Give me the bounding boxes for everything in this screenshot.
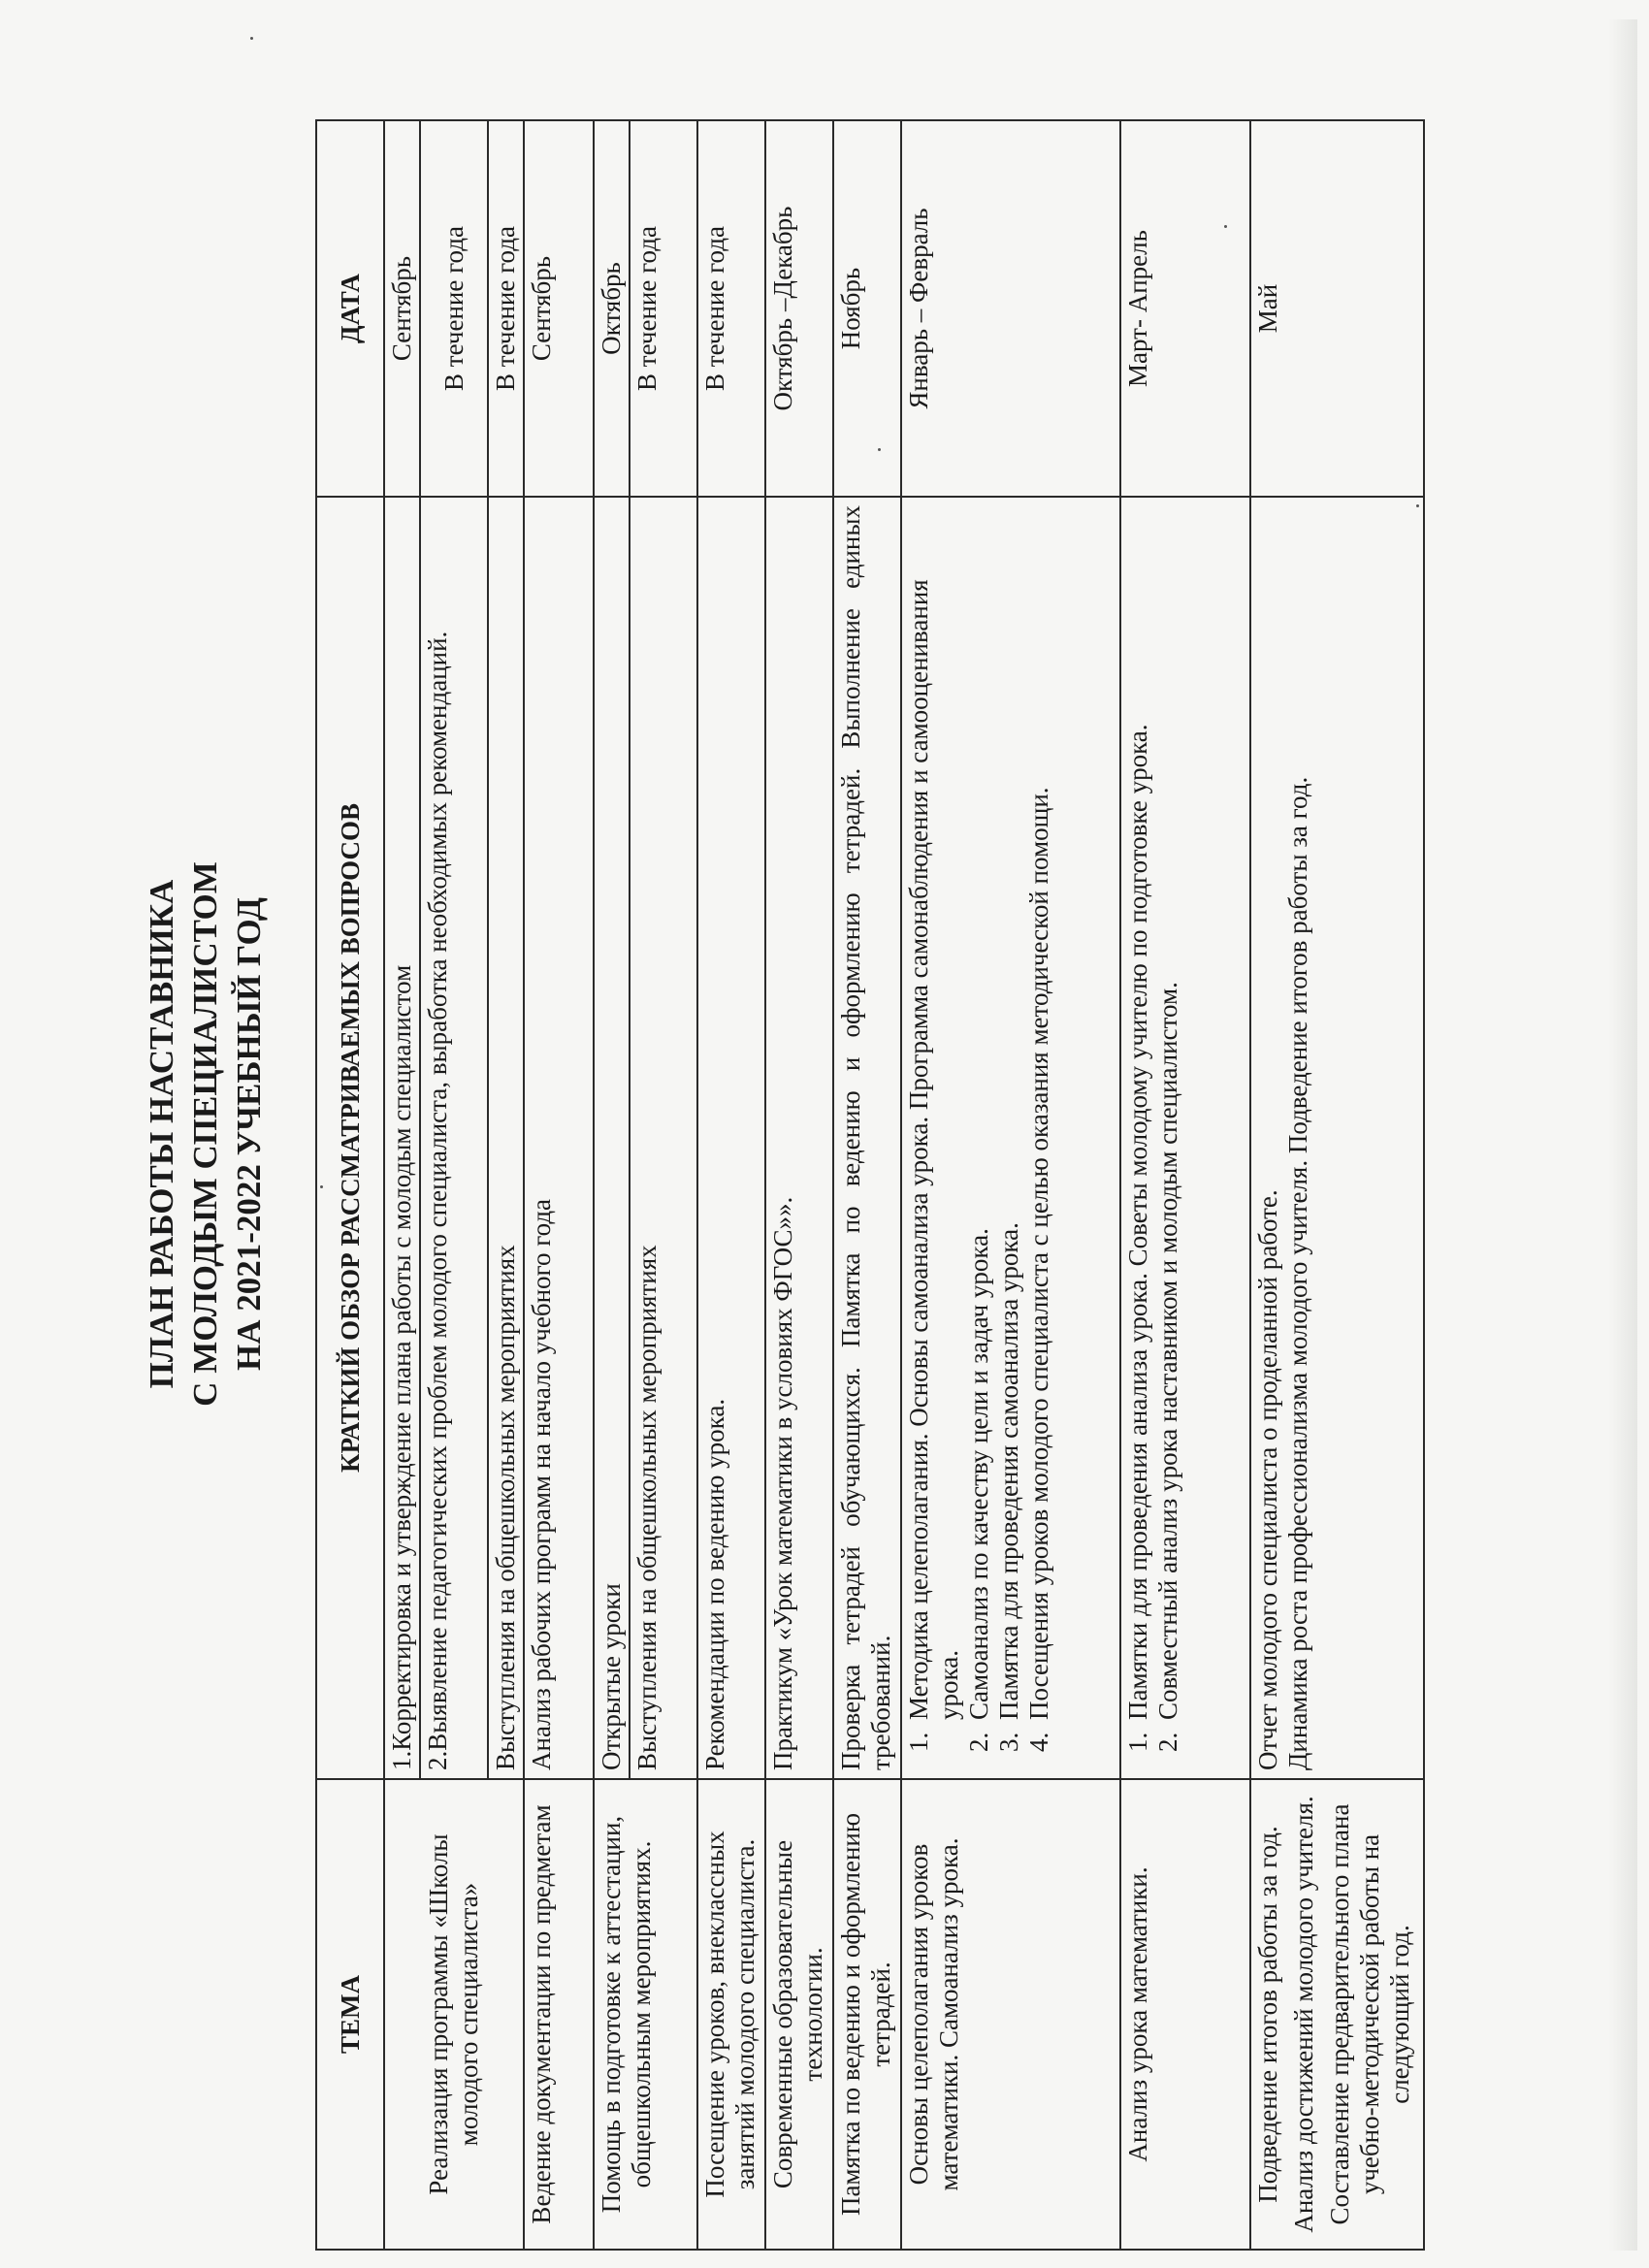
overview-line: Динамика роста профессионализма молодого учителя. Подведение итогов работы за год. <box>1283 776 1312 1770</box>
list-item: 4. Посещения уроков молодого специалиста с целью оказания методической помощи. <box>1024 505 1054 1726</box>
overview-cell <box>1250 497 1424 1779</box>
topic-line: Подведение итогов работы за год. <box>1253 1826 1282 2203</box>
table-row <box>697 120 765 2250</box>
table-row <box>1120 120 1250 2250</box>
topic-cell: Помощь в подготовке к аттестации, общешкольным мероприятиях. <box>594 1779 697 2250</box>
overview-cell: Рекомендации по ведению урока. <box>697 497 765 1779</box>
overview-cell: 1.Корректировка и утверждение плана работы с молодым специалистом <box>384 497 420 1779</box>
date-cell: Октябрь <box>594 120 630 497</box>
overview-line: Отчет молодого специалиста о проделанной работе. <box>1253 1189 1282 1770</box>
overview-cell <box>901 497 1120 1779</box>
header-topic: ТЕМА <box>316 1779 384 2250</box>
list-item: 2. Совместный анализ урока наставником и молодым специалистом. <box>1153 505 1183 1726</box>
list-item: 1. Методика целеполагания. Основы самоанализа урока. Программа самонаблюдения и самооценивания урока. <box>904 505 964 1726</box>
list-item: 1. Памятки для проведения анализа урока. Советы молодому учителю по подготовке урока. <box>1123 505 1153 1726</box>
date-cell: Март- Апрель <box>1120 120 1250 497</box>
overview-cell: Практикум «Урок математики в условиях ФГОС»». <box>765 497 833 1779</box>
date-cell: Сентябрь <box>384 120 420 497</box>
overview-cell: Открытые уроки <box>594 497 630 1779</box>
table-row <box>384 120 420 2250</box>
overview-cell <box>1120 497 1250 1779</box>
topic-line: Анализ достижений молодого учителя. <box>1289 1796 1318 2233</box>
list-item: 2. Самоанализ по качеству цели и задач урока. <box>964 505 994 1726</box>
date-cell: В течение года <box>630 120 697 497</box>
table-row <box>594 120 630 2250</box>
header-overview: КРАТКИЙ ОБЗОР РАССМАТРИВАЕМЫХ ВОПРОСОВ <box>316 497 384 1779</box>
topic-cell: Ведение документации по предметам <box>524 1779 594 2250</box>
topic-cell: Посещение уроков, внеклассных занятий молодого специалиста. <box>697 1779 765 2250</box>
document-title-line2: С МОЛОДЫМ СПЕЦИАЛИСТОМ <box>186 861 224 1407</box>
table-header-row <box>316 120 384 2250</box>
table-row <box>765 120 833 2250</box>
document-title-line1: ПЛАН РАБОТЫ НАСТАВНИКА <box>143 879 180 1389</box>
header-date: ДАТА <box>316 120 384 497</box>
overview-cell: Выступления на общешкольных мероприятиях <box>630 497 697 1779</box>
topic-cell: Реализация программы «Школы молодого специалиста» <box>384 1779 524 2250</box>
date-cell: В течение года <box>697 120 765 497</box>
overview-list <box>904 505 1054 1770</box>
table-row <box>833 120 901 2250</box>
overview-cell: 2.Выявление педагогических проблем молодого специалиста, выработка необходимых рекомендаций. <box>420 497 488 1779</box>
topic-cell: Анализ урока математики. <box>1120 1779 1250 2250</box>
date-cell: Ноябрь <box>833 120 901 497</box>
topic-cell: Современные образовательные технологии. <box>765 1779 833 2250</box>
topic-cell: Основы целеполагания уроков математики. Самоанализ урока. <box>901 1779 1120 2250</box>
mentoring-plan-table <box>315 119 1425 2251</box>
date-cell: В течение года <box>420 120 488 497</box>
date-cell: Май <box>1250 120 1424 497</box>
document-title-line3: НА 2021-2022 УЧЕБНЫЙ ГОД <box>230 896 268 1372</box>
date-cell: Сентябрь <box>524 120 594 497</box>
overview-cell: Анализ рабочих программ на начало учебного года <box>524 497 594 1779</box>
overview-cell: Выступления на общешкольных мероприятиях <box>488 497 524 1779</box>
overview-cell: Проверка тетрадей обучающихся. Памятка по ведению и оформлению тетрадей. Выполнение единых требований. <box>833 497 901 1779</box>
overview-list <box>1123 505 1183 1770</box>
topic-line: Составление предварительного плана учебно-методической работы на следующий год. <box>1325 1803 1414 2225</box>
topic-cell: Памятка по ведению и оформлению тетрадей. <box>833 1779 901 2250</box>
table-row <box>1250 120 1424 2250</box>
topic-cell <box>1250 1779 1424 2250</box>
date-cell: В течение года <box>488 120 524 497</box>
table-row <box>901 120 1120 2250</box>
table-row <box>524 120 594 2250</box>
list-item: 3. Памятка для проведения самоанализа урока. <box>994 505 1024 1726</box>
date-cell: Октябрь –Декабрь <box>765 120 833 497</box>
date-cell: Январь – Февраль <box>901 120 1120 497</box>
